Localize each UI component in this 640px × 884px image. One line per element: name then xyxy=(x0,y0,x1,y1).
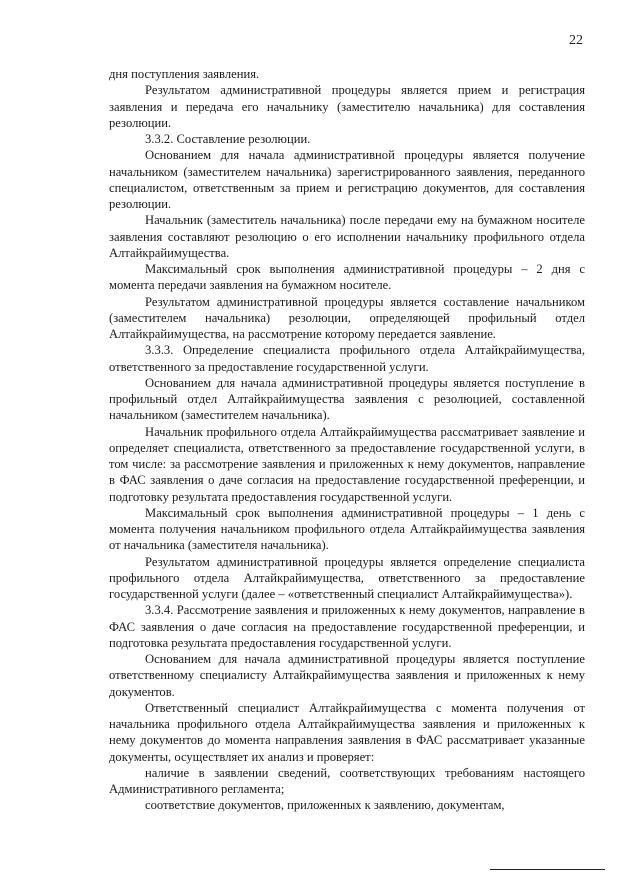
paragraph: Максимальный срок выполнения административной процедуры – 1 день с момента получения начальником профильного отдела Алтайкрайимущества заявления от начальника (заместителя начальника). xyxy=(109,505,585,553)
paragraph: Основанием для начала административной процедуры является поступление ответственному специалисту Алтайкрайимущества заявления и приложенных к нему документов. xyxy=(109,652,585,699)
paragraph: Ответственный специалист Алтайкрайимущества с момента получения от начальника профильного отдела Алтайкрайимущества заявления и приложенных к нему документов до момента направления заявления в ФАС рассматривает указанные документы, осуществляет их анализ и проверяет: xyxy=(109,700,585,764)
paragraph: Результатом административной процедуры является прием и регистрация заявления и передача его начальнику (заместителю начальника) для составления резолюции. xyxy=(109,83,585,130)
paragraph: Начальник профильного отдела Алтайкрайимущества рассматривает заявление и определяет специалиста, ответственного за предоставление государственной услуги, в том числе: за рассмотрение заявления и приложенных к нему документов, направление в ФАС заявления о даче согласия на предоставление государственной преференции, и подготовку результата предоставления государственной услуги. xyxy=(109,424,585,504)
paragraph: Начальник (заместитель начальника) после передачи ему на бумажном носителе заявления составляют резолюцию о его исполнении начальнику профильного отдела Алтайкрайимущества. xyxy=(109,213,585,260)
section-heading: 3.3.3. Определение специалиста профильного отдела Алтайкрайимущества, ответственного за предоставление государственной услуги. xyxy=(109,343,585,374)
section-heading: 3.3.4. Рассмотрение заявления и приложенных к нему документов, направление в ФАС заявления о даче согласия на предоставление государственной преференции, и подготовка результата предоставления государственной услуги. xyxy=(109,603,585,650)
paragraph: Основанием для начала административной процедуры является получение начальником (заместителем начальника) зарегистрированного заявления, переданного специалистом, ответственным за прием и регистрацию документов, для составления резолюции. xyxy=(109,148,585,211)
paragraph: Результатом административной процедуры является составление начальником (заместителем начальника) резолюции, определяющей профильный отдел Алтайкрайимущества, на рассмотрение которому передается заявление. xyxy=(109,294,585,341)
page-number: 22 xyxy=(569,33,583,48)
document-body xyxy=(109,66,585,814)
section-heading: 3.3.2. Составление резолюции. xyxy=(145,132,311,146)
footer-rule xyxy=(490,869,605,870)
paragraph: Результатом административной процедуры является определение специалиста профильного отдела Алтайкрайимущества, ответственного за предоставление государственной услуги (далее – «ответственный специалист Алтайкрайимущества»). xyxy=(109,554,585,601)
paragraph: соответствие документов, приложенных к заявлению, документам, xyxy=(145,798,505,813)
paragraph: Максимальный срок выполнения административной процедуры – 2 дня с момента передачи заявления на бумажном носителе. xyxy=(109,262,585,293)
paragraph: наличие в заявлении сведений, соответствующих требованиям настоящего Административного регламента; xyxy=(109,765,585,796)
paragraph: Основанием для начала административной процедуры является поступление в профильный отдел Алтайкрайимущества заявления с резолюцией, составленной начальником (заместителем начальника). xyxy=(109,375,585,423)
paragraph: дня поступления заявления. xyxy=(109,67,260,81)
